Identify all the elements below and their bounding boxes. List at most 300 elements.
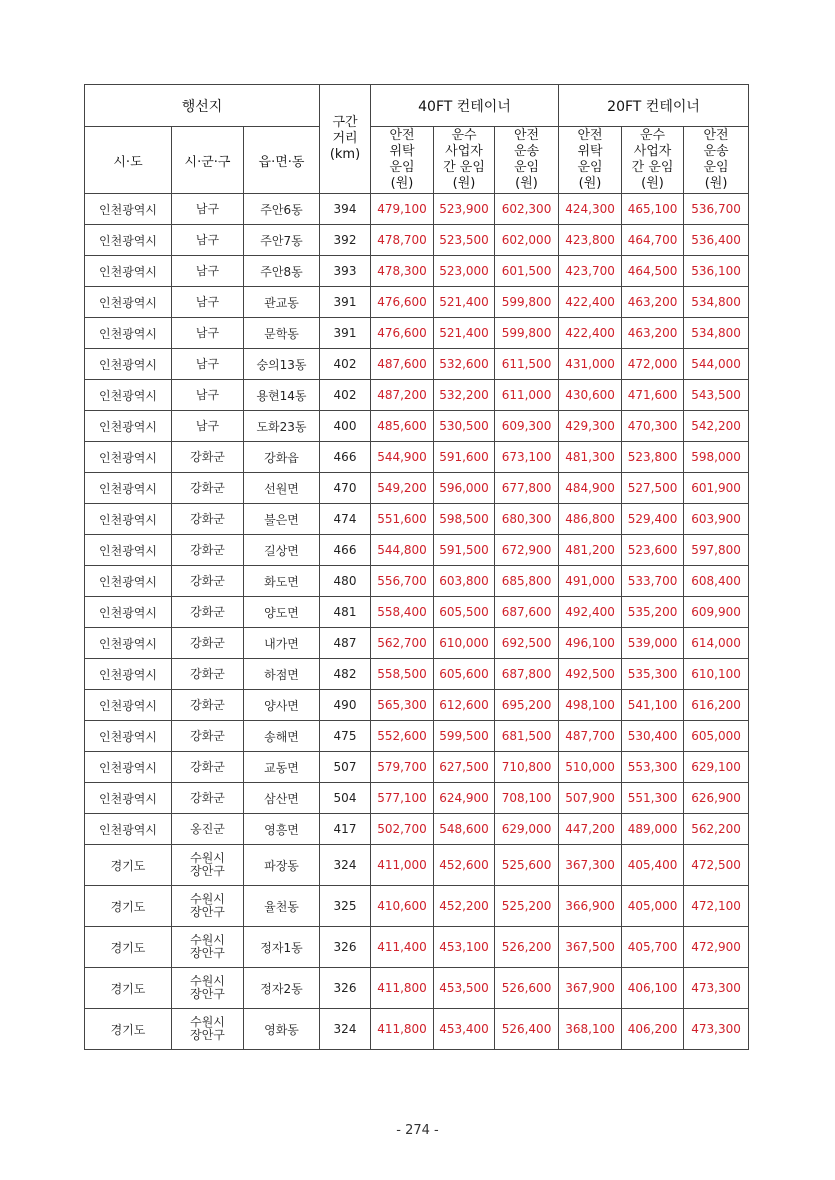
ft40-carrier-cell: 453,500	[434, 968, 495, 1009]
ft20-safe-transport-cell: 562,200	[684, 814, 749, 845]
dong-cell: 정자2동	[244, 968, 320, 1009]
ft40-group-header: 40FT 컨테이너	[371, 85, 559, 127]
ft20-safe-consign-cell: 484,900	[559, 473, 622, 504]
table-row	[85, 1009, 749, 1050]
ft20-carrier-cell: 464,700	[622, 225, 684, 256]
ft40-safe-consign-cell: 487,600	[371, 349, 434, 380]
ft40-safe-transport-cell: 599,800	[495, 318, 559, 349]
sido-cell: 경기도	[85, 968, 172, 1009]
ft40-safe-consign-cell: 502,700	[371, 814, 434, 845]
table-body	[85, 194, 749, 1050]
ft20-safe-consign-cell: 487,700	[559, 721, 622, 752]
sigungu-cell: 남구	[172, 225, 244, 256]
ft20-safe-transport-cell: 601,900	[684, 473, 749, 504]
ft40-safe-consign-cell: 478,300	[371, 256, 434, 287]
sigungu-cell: 강화군	[172, 783, 244, 814]
sido-cell: 인천광역시	[85, 566, 172, 597]
ft20-carrier-cell: 472,000	[622, 349, 684, 380]
dong-cell: 영흥면	[244, 814, 320, 845]
table-row	[85, 504, 749, 535]
table-row	[85, 968, 749, 1009]
ft40-safe-transport-cell: 681,500	[495, 721, 559, 752]
sigungu-cell: 남구	[172, 318, 244, 349]
ft20-carrier-cell: 464,500	[622, 256, 684, 287]
dong-cell: 길상면	[244, 535, 320, 566]
ft20-safe-consign-cell: 498,100	[559, 690, 622, 721]
distance-cell: 326	[320, 927, 371, 968]
ft20-safe-transport-cell: 597,800	[684, 535, 749, 566]
ft40-safe-consign-cell: 411,000	[371, 845, 434, 886]
sido-cell: 인천광역시	[85, 752, 172, 783]
distance-cell: 475	[320, 721, 371, 752]
sido-cell: 경기도	[85, 1009, 172, 1050]
ft20-safe-transport-cell: 472,100	[684, 886, 749, 927]
table-row	[85, 814, 749, 845]
ft20-safe-consign-cell: 492,500	[559, 659, 622, 690]
ft40-safe-consign-cell: 478,700	[371, 225, 434, 256]
sigungu-cell: 수원시 장안구	[172, 845, 244, 886]
ft20-safe-consign-cell: 431,000	[559, 349, 622, 380]
ft20-safe-consign-cell: 491,000	[559, 566, 622, 597]
distance-cell: 490	[320, 690, 371, 721]
ft40-safe-consign-cell: 411,400	[371, 927, 434, 968]
ft40-safe-transport-header: 안전 운송 운임 (원)	[495, 127, 559, 194]
distance-cell: 481	[320, 597, 371, 628]
ft20-safe-consign-cell: 486,800	[559, 504, 622, 535]
ft20-safe-consign-cell: 481,300	[559, 442, 622, 473]
sido-cell: 경기도	[85, 927, 172, 968]
dong-cell: 불은면	[244, 504, 320, 535]
ft20-carrier-cell: 539,000	[622, 628, 684, 659]
distance-cell: 482	[320, 659, 371, 690]
sido-cell: 인천광역시	[85, 380, 172, 411]
ft40-safe-consign-cell: 562,700	[371, 628, 434, 659]
ft20-carrier-cell: 463,200	[622, 287, 684, 318]
ft40-carrier-cell: 521,400	[434, 318, 495, 349]
ft40-safe-consign-header: 안전 위탁 운임 (원)	[371, 127, 434, 194]
distance-cell: 487	[320, 628, 371, 659]
ft40-safe-transport-cell: 629,000	[495, 814, 559, 845]
table-row	[85, 690, 749, 721]
ft40-safe-consign-cell: 410,600	[371, 886, 434, 927]
ft40-safe-transport-cell: 526,200	[495, 927, 559, 968]
table-row	[85, 287, 749, 318]
table-row	[85, 566, 749, 597]
dong-cell: 하점면	[244, 659, 320, 690]
sigungu-cell: 옹진군	[172, 814, 244, 845]
ft20-carrier-cell: 406,200	[622, 1009, 684, 1050]
table-row	[85, 597, 749, 628]
ft40-carrier-cell: 548,600	[434, 814, 495, 845]
ft40-carrier-cell: 530,500	[434, 411, 495, 442]
table-row	[85, 845, 749, 886]
distance-cell: 480	[320, 566, 371, 597]
dong-cell: 도화23동	[244, 411, 320, 442]
ft40-safe-consign-cell: 552,600	[371, 721, 434, 752]
ft40-carrier-cell: 523,000	[434, 256, 495, 287]
ft20-safe-consign-cell: 367,500	[559, 927, 622, 968]
table-row	[85, 886, 749, 927]
ft40-safe-transport-cell: 685,800	[495, 566, 559, 597]
ft20-safe-consign-cell: 366,900	[559, 886, 622, 927]
ft20-safe-transport-cell: 605,000	[684, 721, 749, 752]
dong-cell: 교동면	[244, 752, 320, 783]
distance-cell: 326	[320, 968, 371, 1009]
ft20-carrier-cell: 405,400	[622, 845, 684, 886]
ft20-safe-consign-cell: 510,000	[559, 752, 622, 783]
ft40-safe-transport-cell: 599,800	[495, 287, 559, 318]
ft40-carrier-cell: 605,600	[434, 659, 495, 690]
distance-header: 구간 거리 (km)	[320, 85, 371, 194]
dong-cell: 화도면	[244, 566, 320, 597]
ft20-safe-consign-cell: 422,400	[559, 318, 622, 349]
ft40-safe-transport-cell: 601,500	[495, 256, 559, 287]
dong-cell: 주안6동	[244, 194, 320, 225]
ft40-safe-consign-cell: 411,800	[371, 1009, 434, 1050]
ft20-safe-consign-cell: 447,200	[559, 814, 622, 845]
dong-cell: 숭의13동	[244, 349, 320, 380]
ft20-carrier-cell: 523,800	[622, 442, 684, 473]
ft20-safe-consign-cell: 429,300	[559, 411, 622, 442]
ft20-safe-consign-cell: 368,100	[559, 1009, 622, 1050]
sigungu-cell: 남구	[172, 287, 244, 318]
ft40-carrier-cell: 624,900	[434, 783, 495, 814]
ft20-safe-transport-cell: 534,800	[684, 287, 749, 318]
sigungu-cell: 강화군	[172, 752, 244, 783]
sigungu-cell: 강화군	[172, 473, 244, 504]
page-number: - 274 -	[396, 1123, 439, 1138]
sigungu-cell: 남구	[172, 411, 244, 442]
ft20-safe-consign-cell: 424,300	[559, 194, 622, 225]
dong-cell: 영화동	[244, 1009, 320, 1050]
ft20-safe-transport-cell: 472,900	[684, 927, 749, 968]
ft20-carrier-cell: 541,100	[622, 690, 684, 721]
ft20-safe-transport-cell: 473,300	[684, 968, 749, 1009]
ft20-carrier-cell: 489,000	[622, 814, 684, 845]
distance-cell: 402	[320, 380, 371, 411]
ft40-safe-consign-cell: 479,100	[371, 194, 434, 225]
ft20-safe-consign-cell: 367,900	[559, 968, 622, 1009]
table-row	[85, 194, 749, 225]
ft20-safe-transport-cell: 473,300	[684, 1009, 749, 1050]
ft20-carrier-cell: 535,200	[622, 597, 684, 628]
ft20-safe-transport-cell: 603,900	[684, 504, 749, 535]
sido-cell: 인천광역시	[85, 194, 172, 225]
distance-cell: 474	[320, 504, 371, 535]
ft20-carrier-cell: 535,300	[622, 659, 684, 690]
dong-cell: 송해면	[244, 721, 320, 752]
region-group-header: 행선지	[85, 85, 320, 127]
ft20-safe-transport-cell: 542,200	[684, 411, 749, 442]
distance-cell: 402	[320, 349, 371, 380]
sigungu-cell: 남구	[172, 256, 244, 287]
sigungu-header: 시·군·구	[172, 127, 244, 194]
distance-cell: 504	[320, 783, 371, 814]
ft20-safe-consign-cell: 423,800	[559, 225, 622, 256]
ft20-carrier-cell: 523,600	[622, 535, 684, 566]
ft20-carrier-cell: 529,400	[622, 504, 684, 535]
ft40-carrier-cell: 598,500	[434, 504, 495, 535]
ft40-carrier-cell: 596,000	[434, 473, 495, 504]
ft40-safe-consign-cell: 476,600	[371, 318, 434, 349]
ft40-carrier-cell: 591,600	[434, 442, 495, 473]
sido-cell: 인천광역시	[85, 225, 172, 256]
distance-cell: 466	[320, 442, 371, 473]
dong-cell: 주안7동	[244, 225, 320, 256]
sido-cell: 인천광역시	[85, 721, 172, 752]
ft20-safe-transport-cell: 544,000	[684, 349, 749, 380]
ft20-safe-consign-cell: 430,600	[559, 380, 622, 411]
ft40-safe-consign-cell: 411,800	[371, 968, 434, 1009]
ft20-safe-consign-cell: 481,200	[559, 535, 622, 566]
ft40-carrier-cell: 612,600	[434, 690, 495, 721]
ft40-safe-consign-cell: 487,200	[371, 380, 434, 411]
dong-cell: 문학동	[244, 318, 320, 349]
ft20-carrier-cell: 406,100	[622, 968, 684, 1009]
distance-cell: 324	[320, 1009, 371, 1050]
ft20-carrier-cell: 465,100	[622, 194, 684, 225]
sido-cell: 인천광역시	[85, 349, 172, 380]
ft20-safe-transport-cell: 610,100	[684, 659, 749, 690]
ft20-safe-consign-cell: 423,700	[559, 256, 622, 287]
ft20-group-header: 20FT 컨테이너	[559, 85, 749, 127]
dong-cell: 정자1동	[244, 927, 320, 968]
ft20-carrier-cell: 527,500	[622, 473, 684, 504]
ft40-safe-consign-cell: 551,600	[371, 504, 434, 535]
table-row	[85, 256, 749, 287]
ft20-carrier-cell: 405,700	[622, 927, 684, 968]
sigungu-cell: 강화군	[172, 628, 244, 659]
ft20-safe-transport-cell: 626,900	[684, 783, 749, 814]
ft40-safe-transport-cell: 695,200	[495, 690, 559, 721]
ft20-carrier-cell: 533,700	[622, 566, 684, 597]
ft40-safe-transport-cell: 602,300	[495, 194, 559, 225]
dong-cell: 내가면	[244, 628, 320, 659]
ft40-safe-transport-cell: 687,600	[495, 597, 559, 628]
ft40-carrier-cell: 452,200	[434, 886, 495, 927]
ft40-carrier-cell: 605,500	[434, 597, 495, 628]
ft20-safe-transport-cell: 543,500	[684, 380, 749, 411]
table-row	[85, 752, 749, 783]
ft40-safe-consign-cell: 558,500	[371, 659, 434, 690]
ft20-safe-transport-cell: 608,400	[684, 566, 749, 597]
distance-cell: 392	[320, 225, 371, 256]
ft40-safe-transport-cell: 687,800	[495, 659, 559, 690]
distance-cell: 325	[320, 886, 371, 927]
ft40-carrier-cell: 532,600	[434, 349, 495, 380]
ft40-carrier-header: 운수 사업자 간 운임 (원)	[434, 127, 495, 194]
ft20-safe-transport-cell: 609,900	[684, 597, 749, 628]
sido-cell: 인천광역시	[85, 783, 172, 814]
sigungu-cell: 수원시 장안구	[172, 886, 244, 927]
ft40-safe-consign-cell: 476,600	[371, 287, 434, 318]
ft40-carrier-cell: 523,500	[434, 225, 495, 256]
sido-cell: 경기도	[85, 845, 172, 886]
ft20-safe-consign-header: 안전 위탁 운임 (원)	[559, 127, 622, 194]
distance-cell: 470	[320, 473, 371, 504]
ft20-carrier-cell: 530,400	[622, 721, 684, 752]
sigungu-cell: 강화군	[172, 597, 244, 628]
ft20-safe-transport-header: 안전 운송 운임 (원)	[684, 127, 749, 194]
ft40-carrier-cell: 523,900	[434, 194, 495, 225]
sido-cell: 인천광역시	[85, 659, 172, 690]
sido-cell: 인천광역시	[85, 690, 172, 721]
ft40-safe-transport-cell: 692,500	[495, 628, 559, 659]
sigungu-cell: 강화군	[172, 721, 244, 752]
ft40-safe-consign-cell: 544,900	[371, 442, 434, 473]
ft40-safe-transport-cell: 525,600	[495, 845, 559, 886]
dong-cell: 관교동	[244, 287, 320, 318]
sido-cell: 경기도	[85, 886, 172, 927]
ft40-safe-transport-cell: 609,300	[495, 411, 559, 442]
distance-cell: 400	[320, 411, 371, 442]
table-row	[85, 380, 749, 411]
ft20-safe-transport-cell: 472,500	[684, 845, 749, 886]
ft40-carrier-cell: 453,400	[434, 1009, 495, 1050]
ft40-safe-consign-cell: 544,800	[371, 535, 434, 566]
table-row	[85, 783, 749, 814]
dong-cell: 파장동	[244, 845, 320, 886]
ft40-carrier-cell: 452,600	[434, 845, 495, 886]
dong-cell: 삼산면	[244, 783, 320, 814]
sigungu-cell: 남구	[172, 194, 244, 225]
sido-cell: 인천광역시	[85, 287, 172, 318]
ft20-safe-transport-cell: 534,800	[684, 318, 749, 349]
table-row	[85, 349, 749, 380]
ft20-safe-consign-cell: 507,900	[559, 783, 622, 814]
ft20-carrier-cell: 551,300	[622, 783, 684, 814]
sigungu-cell: 남구	[172, 380, 244, 411]
sigungu-cell: 수원시 장안구	[172, 1009, 244, 1050]
sido-cell: 인천광역시	[85, 442, 172, 473]
ft20-safe-transport-cell: 536,700	[684, 194, 749, 225]
ft20-safe-consign-cell: 496,100	[559, 628, 622, 659]
sido-header: 시·도	[85, 127, 172, 194]
ft40-safe-transport-cell: 526,400	[495, 1009, 559, 1050]
distance-cell: 393	[320, 256, 371, 287]
ft20-safe-consign-cell: 367,300	[559, 845, 622, 886]
ft40-safe-consign-cell: 579,700	[371, 752, 434, 783]
ft20-safe-transport-cell: 614,000	[684, 628, 749, 659]
sigungu-cell: 강화군	[172, 504, 244, 535]
ft20-safe-transport-cell: 616,200	[684, 690, 749, 721]
freight-rate-table	[84, 84, 749, 1050]
ft20-safe-consign-cell: 422,400	[559, 287, 622, 318]
sigungu-cell: 수원시 장안구	[172, 927, 244, 968]
ft40-safe-consign-cell: 485,600	[371, 411, 434, 442]
ft40-carrier-cell: 603,800	[434, 566, 495, 597]
dong-cell: 주안8동	[244, 256, 320, 287]
ft20-carrier-cell: 470,300	[622, 411, 684, 442]
dong-cell: 용현14동	[244, 380, 320, 411]
distance-cell: 394	[320, 194, 371, 225]
ft40-safe-consign-cell: 565,300	[371, 690, 434, 721]
sigungu-cell: 강화군	[172, 690, 244, 721]
ft40-carrier-cell: 627,500	[434, 752, 495, 783]
sigungu-cell: 강화군	[172, 535, 244, 566]
ft40-safe-transport-cell: 602,000	[495, 225, 559, 256]
ft40-safe-transport-cell: 611,500	[495, 349, 559, 380]
sido-cell: 인천광역시	[85, 473, 172, 504]
ft40-safe-consign-cell: 549,200	[371, 473, 434, 504]
ft40-safe-transport-cell: 673,100	[495, 442, 559, 473]
ft40-safe-consign-cell: 556,700	[371, 566, 434, 597]
ft20-safe-transport-cell: 598,000	[684, 442, 749, 473]
table-row	[85, 473, 749, 504]
sigungu-cell: 남구	[172, 349, 244, 380]
ft40-safe-transport-cell: 708,100	[495, 783, 559, 814]
ft20-safe-transport-cell: 536,400	[684, 225, 749, 256]
sido-cell: 인천광역시	[85, 256, 172, 287]
sido-cell: 인천광역시	[85, 814, 172, 845]
sigungu-cell: 강화군	[172, 566, 244, 597]
distance-cell: 466	[320, 535, 371, 566]
distance-cell: 507	[320, 752, 371, 783]
ft40-safe-transport-cell: 677,800	[495, 473, 559, 504]
ft20-carrier-cell: 463,200	[622, 318, 684, 349]
ft40-carrier-cell: 591,500	[434, 535, 495, 566]
ft20-safe-transport-cell: 536,100	[684, 256, 749, 287]
sido-cell: 인천광역시	[85, 411, 172, 442]
distance-cell: 391	[320, 287, 371, 318]
ft40-safe-transport-cell: 710,800	[495, 752, 559, 783]
dong-cell: 양도면	[244, 597, 320, 628]
ft40-carrier-cell: 453,100	[434, 927, 495, 968]
sigungu-cell: 강화군	[172, 442, 244, 473]
ft20-carrier-cell: 405,000	[622, 886, 684, 927]
ft40-safe-transport-cell: 672,900	[495, 535, 559, 566]
ft20-carrier-cell: 553,300	[622, 752, 684, 783]
ft40-safe-consign-cell: 558,400	[371, 597, 434, 628]
ft40-carrier-cell: 610,000	[434, 628, 495, 659]
table-row	[85, 411, 749, 442]
dong-cell: 율천동	[244, 886, 320, 927]
ft40-safe-transport-cell: 526,600	[495, 968, 559, 1009]
ft20-carrier-header: 운수 사업자 간 운임 (원)	[622, 127, 684, 194]
sido-cell: 인천광역시	[85, 628, 172, 659]
ft20-safe-consign-cell: 492,400	[559, 597, 622, 628]
sigungu-cell: 수원시 장안구	[172, 968, 244, 1009]
sido-cell: 인천광역시	[85, 504, 172, 535]
ft40-safe-transport-cell: 680,300	[495, 504, 559, 535]
sigungu-cell: 강화군	[172, 659, 244, 690]
sido-cell: 인천광역시	[85, 318, 172, 349]
distance-cell: 417	[320, 814, 371, 845]
ft40-safe-consign-cell: 577,100	[371, 783, 434, 814]
dong-cell: 선원면	[244, 473, 320, 504]
dong-cell: 양사면	[244, 690, 320, 721]
table-row	[85, 535, 749, 566]
table-row	[85, 225, 749, 256]
ft40-safe-transport-cell: 611,000	[495, 380, 559, 411]
ft20-carrier-cell: 471,600	[622, 380, 684, 411]
table-row	[85, 318, 749, 349]
ft40-carrier-cell: 532,200	[434, 380, 495, 411]
ft20-safe-transport-cell: 629,100	[684, 752, 749, 783]
table-row	[85, 628, 749, 659]
distance-cell: 391	[320, 318, 371, 349]
sido-cell: 인천광역시	[85, 535, 172, 566]
dong-cell: 강화읍	[244, 442, 320, 473]
sido-cell: 인천광역시	[85, 597, 172, 628]
eupmyeondong-header: 읍·면·동	[244, 127, 320, 194]
ft40-carrier-cell: 599,500	[434, 721, 495, 752]
table-row	[85, 927, 749, 968]
table-row	[85, 721, 749, 752]
ft40-safe-transport-cell: 525,200	[495, 886, 559, 927]
table-row	[85, 442, 749, 473]
distance-cell: 324	[320, 845, 371, 886]
